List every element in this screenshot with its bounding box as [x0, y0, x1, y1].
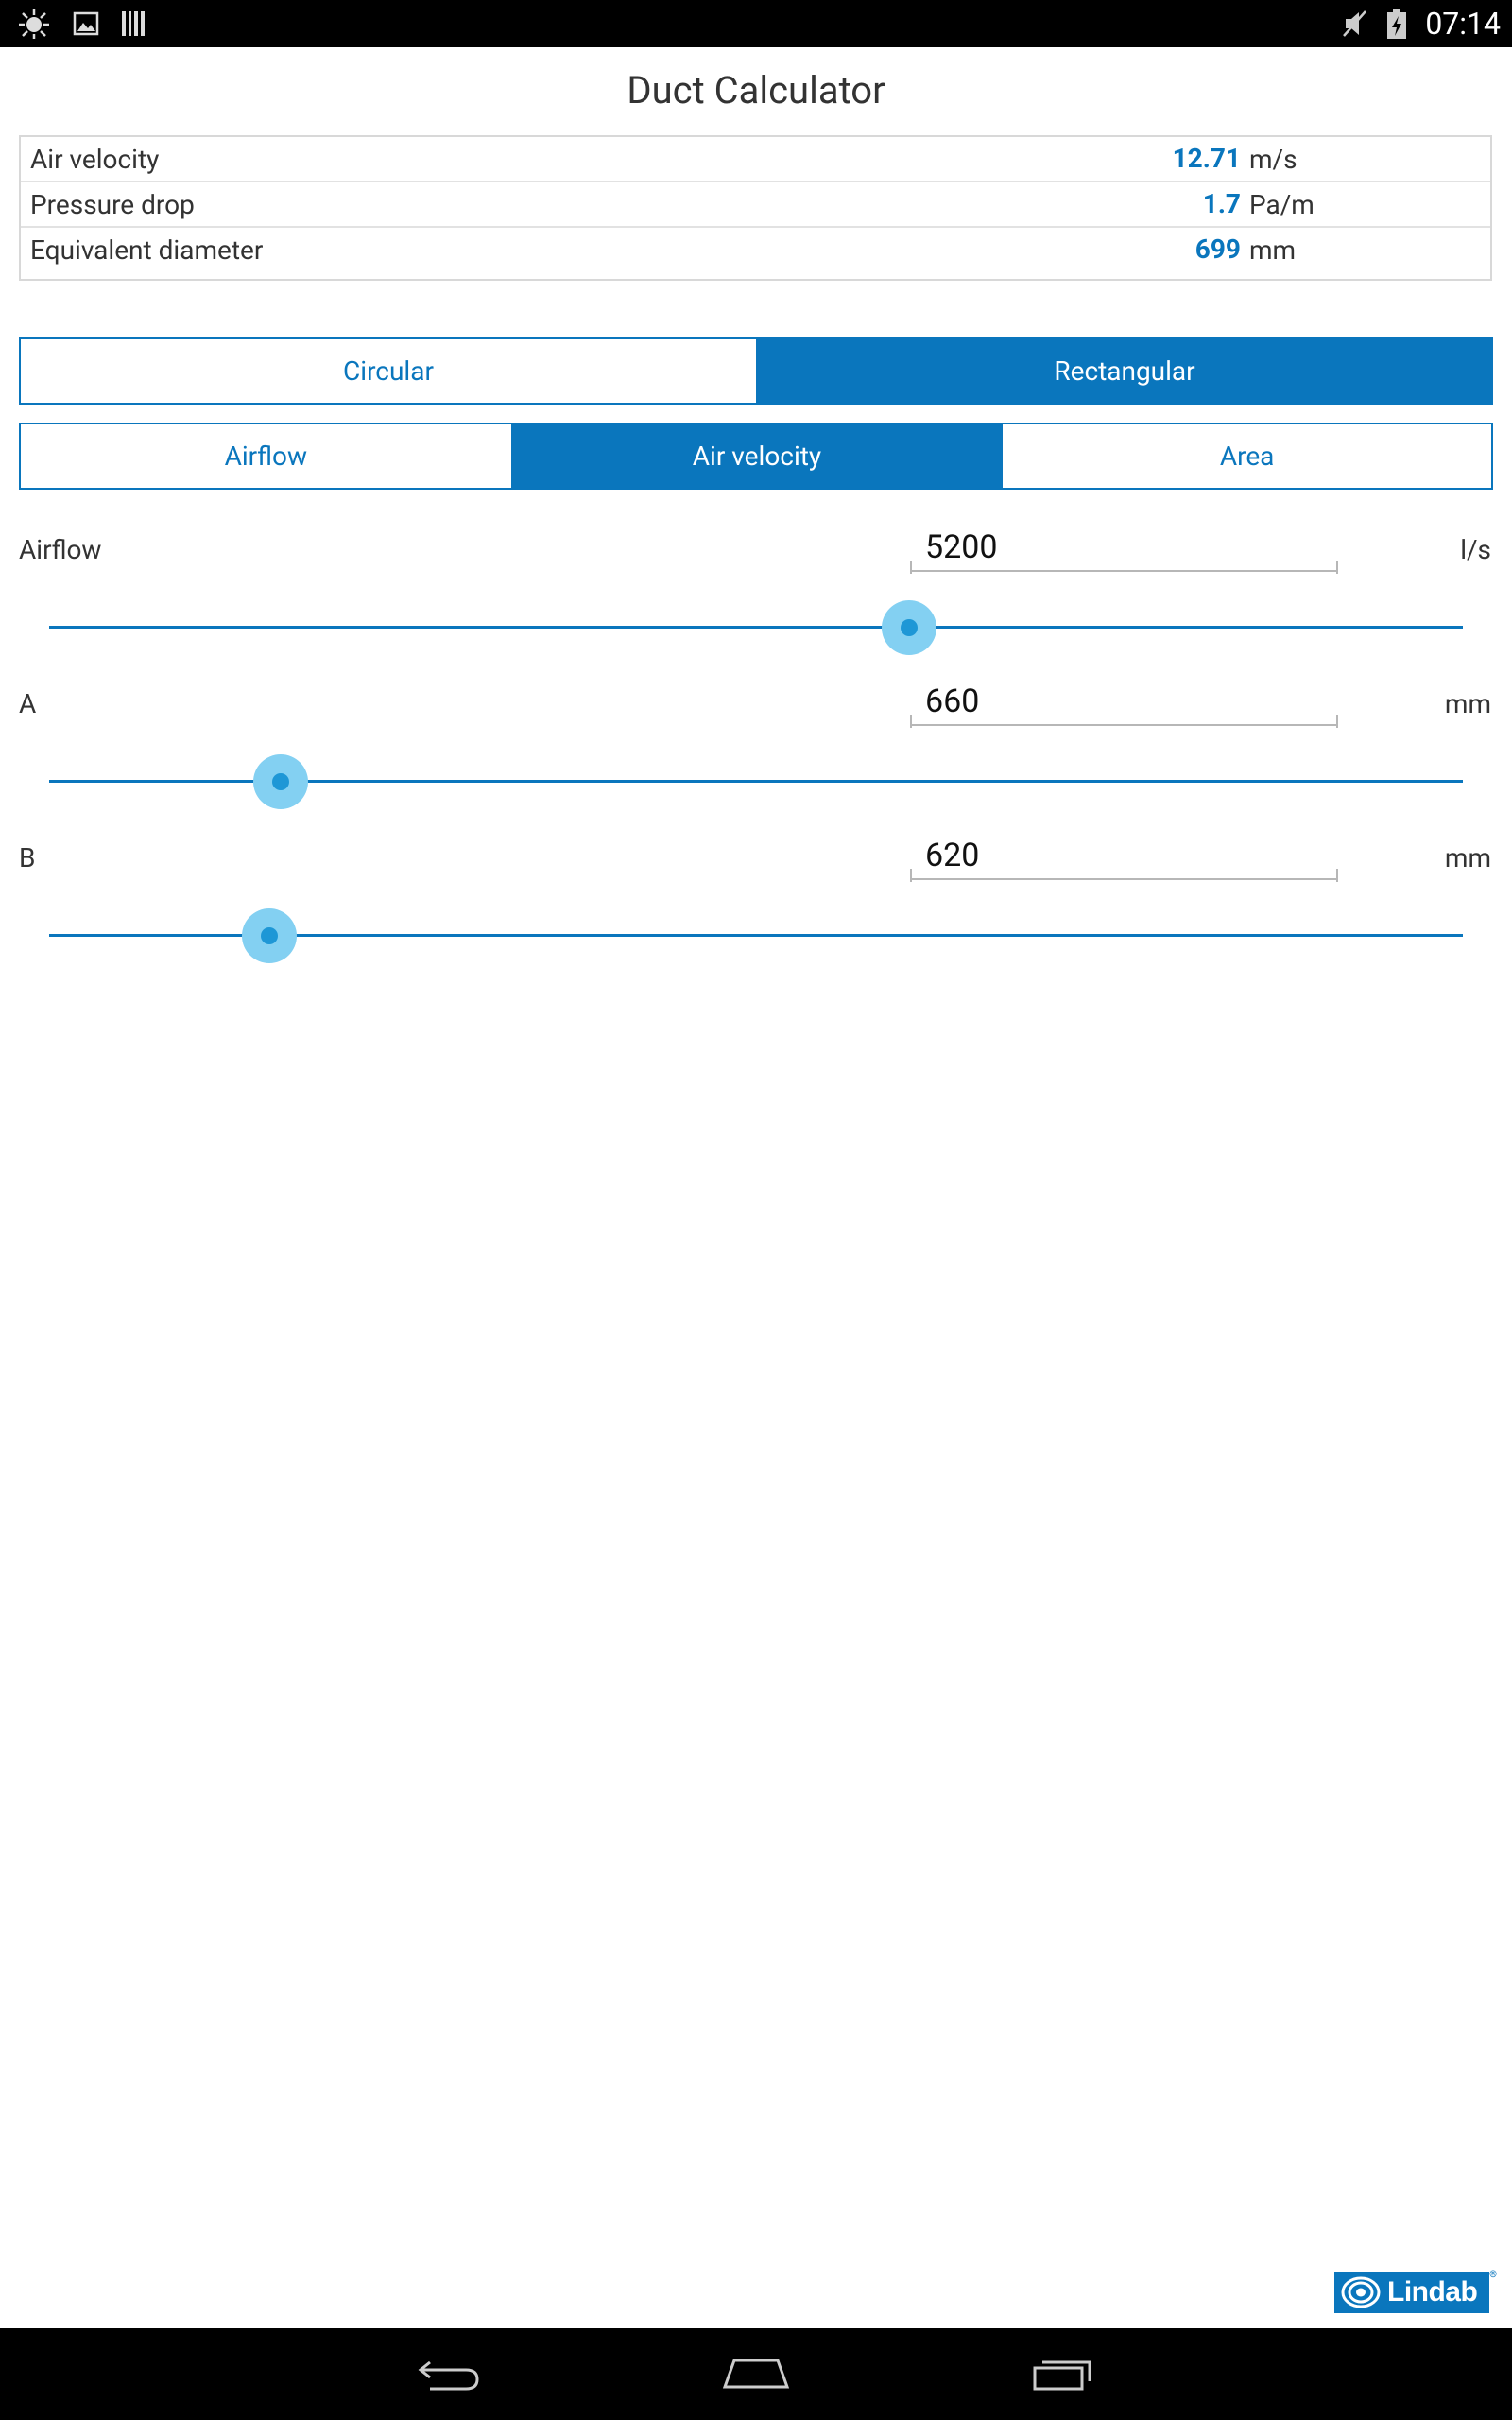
result-value: 1.7 — [1202, 188, 1241, 219]
status-right — [1340, 0, 1501, 47]
tab-air-velocity[interactable]: Air velocity — [511, 424, 1002, 488]
airflow-label: Airflow — [19, 534, 102, 565]
b-unit: mm — [1444, 842, 1491, 873]
airflow-slider-track[interactable] — [49, 626, 1463, 629]
tab-circular[interactable]: Circular — [21, 339, 756, 403]
result-unit: mm — [1249, 234, 1297, 266]
navigation-bar — [0, 2328, 1512, 2420]
slider-thumb-dot — [272, 773, 289, 790]
slider-thumb-dot — [901, 619, 918, 636]
b-input[interactable] — [910, 833, 1338, 880]
result-label: Equivalent diameter — [30, 234, 264, 266]
shape-tabs — [19, 337, 1493, 405]
airflow-input[interactable] — [910, 525, 1338, 572]
tab-area[interactable]: Area — [1001, 424, 1491, 488]
slider-thumb-dot — [261, 927, 278, 944]
airflow-slider-thumb[interactable] — [882, 600, 936, 655]
b-field — [0, 833, 1512, 984]
result-label: Pressure drop — [30, 189, 195, 220]
home-button[interactable] — [718, 2347, 794, 2400]
lindab-logo-icon — [1340, 2275, 1382, 2309]
result-row-air-velocity — [21, 137, 1490, 182]
mute-icon — [1340, 8, 1368, 40]
page-title: Duct Calculator — [627, 68, 885, 112]
back-icon — [417, 2355, 483, 2393]
recents-button[interactable] — [1026, 2347, 1102, 2400]
barcode-icon — [121, 9, 146, 38]
image-icon — [72, 9, 100, 38]
lindab-logo-text: Lindab — [1387, 2276, 1478, 2308]
recents-icon — [1031, 2357, 1097, 2391]
battery-charging-icon — [1385, 7, 1408, 41]
clock: 07:14 — [1425, 6, 1501, 42]
calc-tabs — [19, 423, 1493, 490]
status-left-icons — [17, 8, 146, 40]
result-unit: Pa/m — [1249, 189, 1314, 220]
lindab-logo — [1334, 2270, 1497, 2313]
registered-mark: ® — [1489, 2270, 1497, 2280]
a-input[interactable] — [910, 679, 1338, 726]
home-icon — [721, 2357, 791, 2391]
b-slider-thumb[interactable] — [242, 908, 297, 963]
tab-airflow[interactable]: Airflow — [21, 424, 511, 488]
result-value: 699 — [1194, 233, 1241, 265]
results-table — [19, 135, 1492, 281]
airflow-field — [0, 525, 1512, 676]
a-slider-thumb[interactable] — [253, 754, 308, 809]
status-bar — [0, 0, 1512, 47]
a-field — [0, 679, 1512, 830]
back-button[interactable] — [412, 2347, 488, 2400]
result-row-equivalent-diameter — [21, 228, 1490, 273]
tab-rectangular[interactable]: Rectangular — [756, 339, 1491, 403]
result-row-pressure-drop — [21, 182, 1490, 228]
airflow-unit: l/s — [1460, 534, 1491, 565]
result-label: Air velocity — [30, 144, 160, 175]
b-label: B — [19, 842, 36, 873]
a-unit: mm — [1444, 688, 1491, 719]
result-value: 12.71 — [1172, 143, 1241, 174]
result-unit: m/s — [1249, 144, 1297, 175]
debug-icon — [17, 8, 51, 40]
a-label: A — [19, 688, 37, 719]
